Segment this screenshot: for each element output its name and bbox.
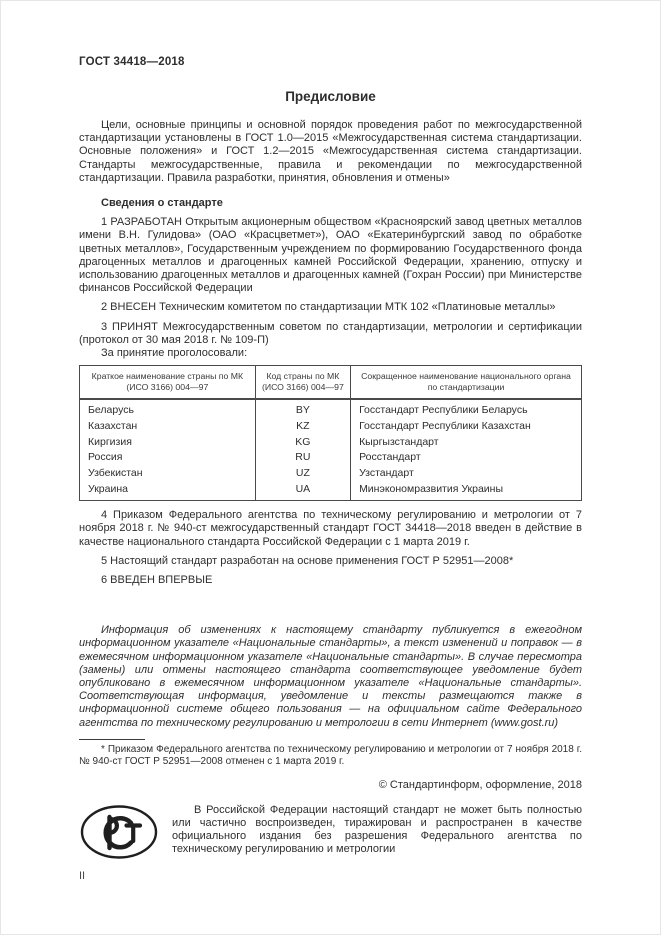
table-row [80, 435, 582, 451]
doc-designation: ГОСТ 34418—2018 [79, 56, 185, 68]
footnote-rule [79, 739, 145, 740]
cell-code: RU [255, 450, 350, 466]
page-number: II [79, 869, 86, 882]
col-header-code: Код страны по МК (ИСО 3166) 004—97 [255, 366, 350, 400]
cell-code: KZ [255, 419, 350, 435]
table-row [80, 419, 582, 435]
notice-paragraph: Информация об изменениях к настоящему стандарту публикуется в ежегодном информационном указателе «Национальные стандарты», а текст изменений и поправок — в ежемесячном информационном указателе «Национальные стандарты». В случае пересмотра (замены) или отмены настоящего стандарта соответствующее уведомление будет опубликовано в ежемесячном информационном указателе «Национальные стандарты». Соответствующая информация, уведомление и тексты размещаются также в информационной системе общего пользования — на официальном сайте Федерального агентства по техническому регулированию и метрологии в сети Интернет (www.gost.ru) [79, 624, 582, 729]
table-row [80, 450, 582, 466]
cell-org: Госстандарт Республики Беларусь [351, 399, 582, 419]
restriction-paragraph: В Российской Федерации настоящий стандарт не может быть полностью или частично воспроизведен, тиражирован и распространен в качестве официального издания без разрешения Федерального агентства по техническому регулированию и метрологии [172, 803, 582, 856]
page-content [1, 1, 660, 882]
cell-org: Узстандарт [351, 466, 582, 482]
item-enacted: 4 Приказом Федерального агентства по техническому регулированию и метрологии от 7 ноября 2018 г. № 940-ст межгосударственный стандарт ГОСТ 34418—2018 введен в действие в качестве национального стандарта Российской Федерации с 1 марта 2019 г. [79, 509, 582, 548]
cell-org: Минэкономразвития Украины [351, 482, 582, 501]
item-developed: 1 РАЗРАБОТАН Открытым акционерным обществом «Красноярский завод цветных металлов имени В.Н. Гулидова» (ОАО «Красцветмет»), ОАО «Екатеринбургский завод по обработке цветных металлов», Государственным учреждением по формированию Государственного фонда драгоценных металлов и драгоценных камней Российской Федерации, хранению, отпуску и использованию драгоценных металлов и драгоценных камней (Гохран России) при Министерстве финансов Российской Федерации [79, 216, 582, 295]
footnote-text: * Приказом Федерального агентства по техническому регулированию и метрологии от 7 ноября 2018 г. № 940-ст ГОСТ Р 52951—2008 отменен с 1 марта 2019 г. [79, 743, 582, 767]
vote-line: За принятие проголосовали: [101, 347, 248, 360]
col-header-country: Краткое наименование страны по МК (ИСО 3166) 004—97 [80, 366, 256, 400]
voting-table [79, 365, 582, 501]
cell-code: UA [255, 482, 350, 501]
table-row [80, 482, 582, 501]
cell-org: Кыргызстандарт [351, 435, 582, 451]
cell-country: Киргизия [80, 435, 256, 451]
cell-code: KG [255, 435, 350, 451]
intro-paragraph: Цели, основные принципы и основной порядок проведения работ по межгосударственной стандартизации установлены в ГОСТ 1.0—2015 «Межгосударственная система стандартизации. Основные положения» и ГОСТ 1.2—2015 «Межгосударственная система стандартизации. Стандарты межгосударственные, правила и рекомендации по межгосударственной стандартизации. Правила разработки, принятия, обновления и отмены» [79, 119, 582, 184]
cell-org: Госстандарт Республики Казахстан [351, 419, 582, 435]
rosstandart-rst-icon [79, 804, 159, 865]
copyright-line: © Стандартинформ, оформление, 2018 [378, 778, 582, 791]
page-title: Предисловие [285, 89, 376, 104]
table-row [80, 466, 582, 482]
col-header-org: Сокращенное наименование национального органа по стандартизации [351, 366, 582, 400]
cell-country: Беларусь [80, 399, 256, 419]
item-submitted: 2 ВНЕСЕН Техническим комитетом по стандартизации МТК 102 «Платиновые металлы» [101, 301, 556, 314]
section-heading: Сведения о стандарте [101, 197, 223, 210]
item-adopted: 3 ПРИНЯТ Межгосударственным советом по стандартизации, метрологии и сертификации (протокол от 30 мая 2018 г. № 109-П) [79, 320, 582, 346]
cell-country: Узбекистан [80, 466, 256, 482]
cell-country: Украина [80, 482, 256, 501]
cell-code: BY [255, 399, 350, 419]
cell-country: Россия [80, 450, 256, 466]
restriction-block [79, 804, 582, 865]
table-row [80, 399, 582, 419]
cell-org: Росстандарт [351, 450, 582, 466]
cell-code: UZ [255, 466, 350, 482]
table-header-row [80, 366, 582, 400]
item-basis: 5 Настоящий стандарт разработан на основе применения ГОСТ Р 52951—2008* [101, 554, 514, 567]
cell-country: Казахстан [80, 419, 256, 435]
item-first-introduced: 6 ВВЕДЕН ВПЕРВЫЕ [101, 574, 213, 586]
